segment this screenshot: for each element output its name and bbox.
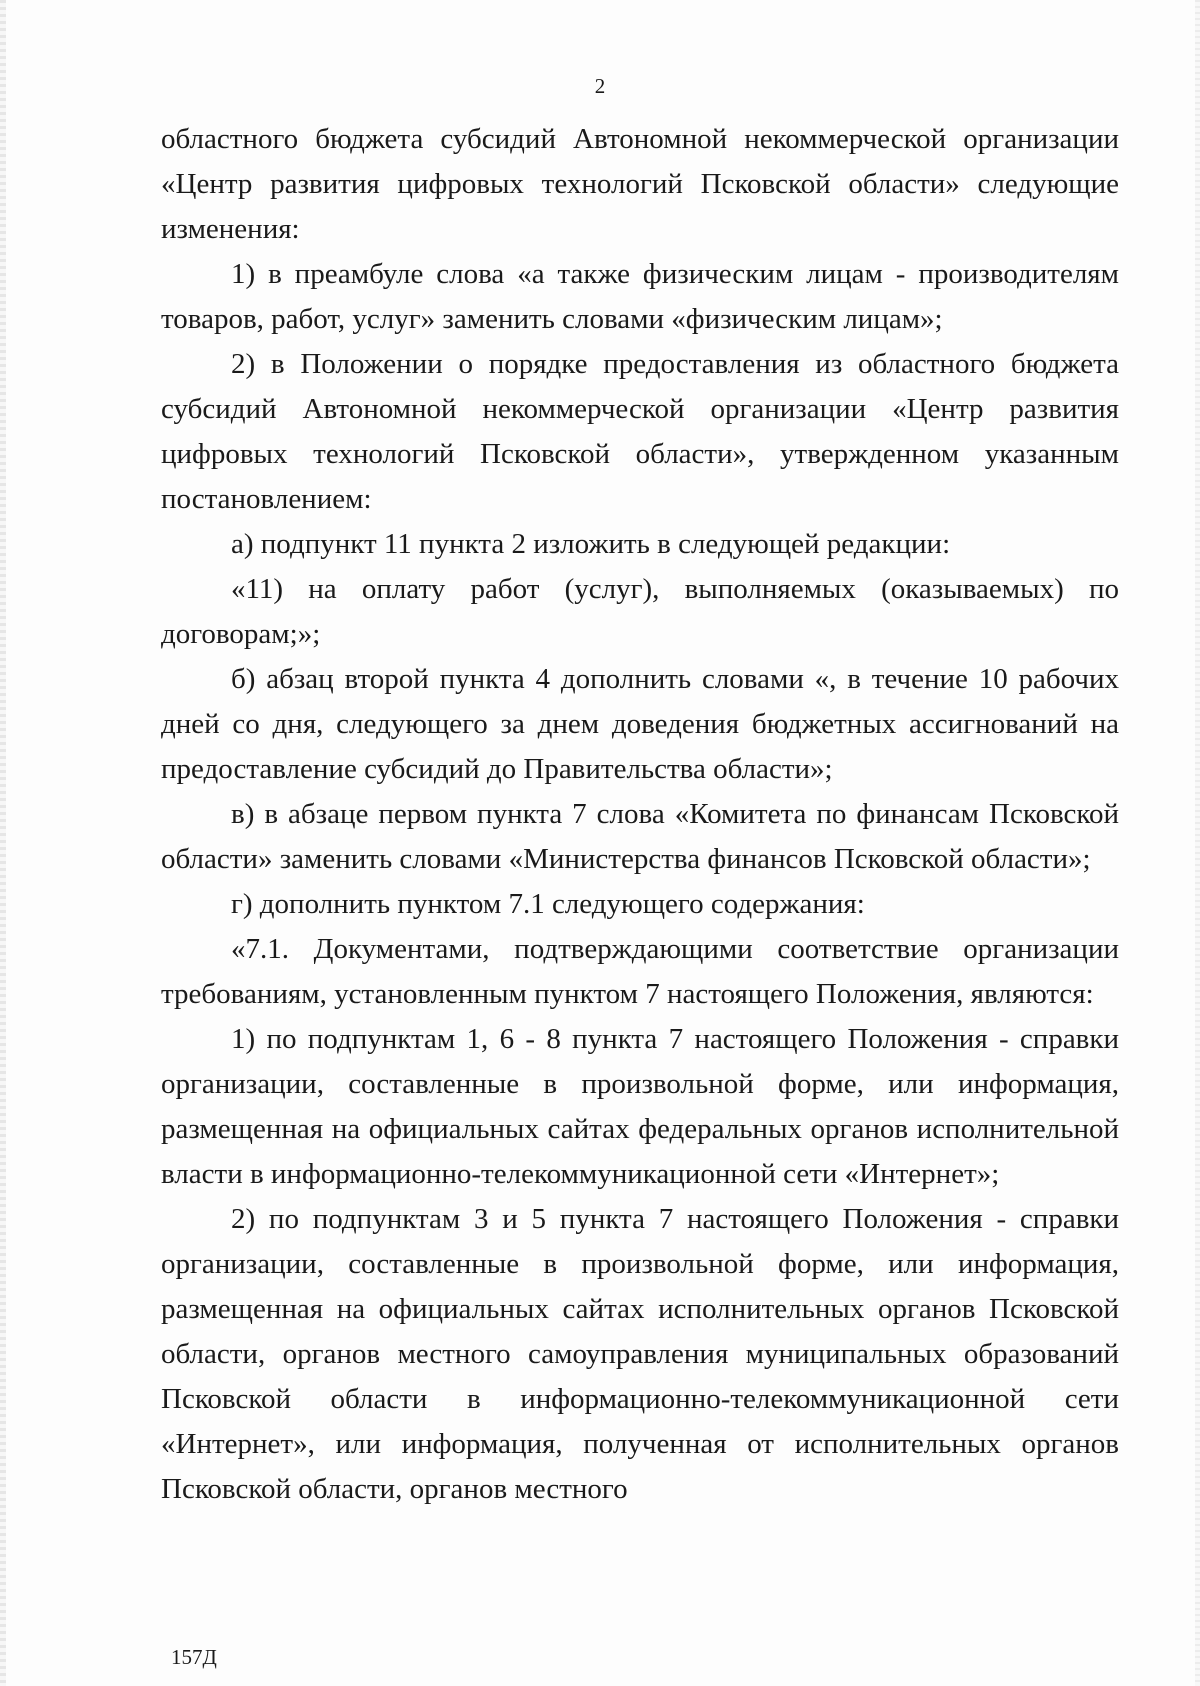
paragraph-subitem-a: а) подпункт 11 пункта 2 изложить в следующей редакции: — [231, 528, 951, 560]
footer-document-code: 157Д — [171, 1645, 217, 1669]
paragraph-subitem-v: в) в абзаце первом пункта 7 слова «Комитета по финансам Псковской области» заменить словами «Министерства финансов Псковской области»; — [161, 798, 1119, 875]
paragraph-subitem-b: б) абзац второй пункта 4 дополнить словами «, в течение 10 рабочих дней со дня, следующего за днем доведения бюджетных ассигнований на предоставление субсидий до Правительства области»; — [161, 663, 1119, 785]
page-number: 2 — [594, 74, 606, 98]
scan-edge-left — [0, 0, 6, 1686]
paragraph-item-2: 2) в Положении о порядке предоставления из областного бюджета субсидий Автономной некоммерческой организации «Центр развития цифровых технологий Псковской области», утвержденном указанным постановлением: — [161, 348, 1119, 515]
document-body — [161, 117, 1119, 1512]
paragraph-doc-item-1: 1) по подпунктам 1, 6 - 8 пункта 7 настоящего Положения - справки организации, составленные в произвольной форме, или информация, размещенная на официальных сайтах федеральных органов исполнительной власти в информационно-телекоммуникационной сети «Интернет»; — [161, 1023, 1119, 1190]
scan-edge-right — [1195, 0, 1200, 1686]
paragraph-subitem-g: г) дополнить пунктом 7.1 следующего содержания: — [231, 888, 865, 920]
paragraph-quote-7-1: «7.1. Документами, подтверждающими соответствие организации требованиям, установленным пунктом 7 настоящего Положения, являются: — [161, 933, 1119, 1010]
paragraph-continuation: областного бюджета субсидий Автономной некоммерческой организации «Центр развития цифровых технологий Псковской области» следующие изменения: — [161, 123, 1119, 245]
paragraph-item-1: 1) в преамбуле слова «а также физическим лицам - производителям товаров, работ, услуг» заменить словами «физическим лицам»; — [161, 258, 1119, 335]
paragraph-doc-item-2: 2) по подпунктам 3 и 5 пункта 7 настоящего Положения - справки организации, составленные в произвольной форме, или информация, размещенная на официальных сайтах исполнительных органов Псковской области, органов местного самоуправления муниципальных образований Псковской области в информационно-телекоммуникационной сети «Интернет», или информация, полученная от исполнительных органов Псковской области, органов местного — [161, 1203, 1119, 1505]
paragraph-quote-11: «11) на оплату работ (услуг), выполняемых (оказываемых) по договорам;»; — [161, 573, 1119, 650]
